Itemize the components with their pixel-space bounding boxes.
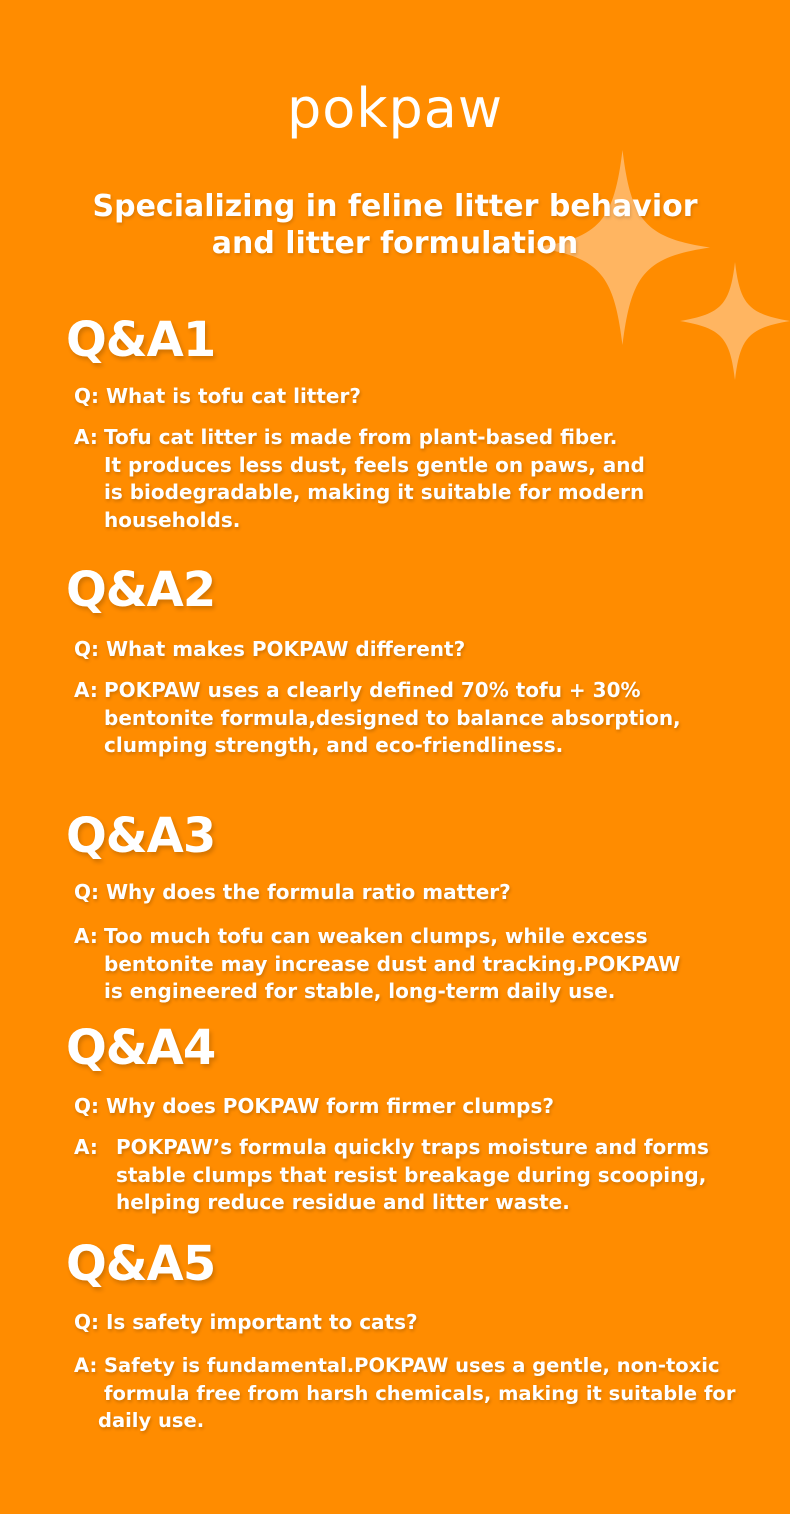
answer-line: bentonite formula,designed to balance absorption, [104,705,681,730]
question-text: Why does the formula ratio matter? [105,880,511,904]
qa2-question [74,637,465,661]
qa1-heading: Q&A1 [66,312,216,368]
qa5-answer [74,1352,735,1435]
question-text: What is tofu cat litter? [105,384,361,408]
qa1-question [74,384,361,408]
brand-tagline [0,188,790,262]
answer-line: Safety is fundamental.POKPAW uses a gentle, non-toxic [104,1354,720,1377]
small-sparkle-icon [680,262,790,380]
question-text: Why does POKPAW form firmer clumps? [105,1094,554,1118]
qa4-heading: Q&A4 [66,1020,216,1076]
qa3-question [74,880,511,904]
tagline-line-2: and litter formulation [211,226,579,261]
answer-prefix: A: [74,425,98,449]
answer-line: is biodegradable, making it suitable for modern [104,480,645,504]
answer-line: clumping strength, and eco-friendliness. [104,733,564,757]
brand-logo: pokpaw [286,77,504,140]
answer-line: POKPAW uses a clearly defined 70% tofu + 30% [104,678,641,702]
qa5-question [74,1310,418,1334]
answer-line: daily use. [98,1409,205,1432]
answer-line: bentonite may increase dust and tracking.POKPAW [104,951,681,976]
answer-line: formula free from harsh chemicals, making it suitable for [104,1381,736,1405]
question-prefix: Q: [74,384,99,408]
answer-line: Too much tofu can weaken clumps, while excess [104,924,648,948]
answer-line: helping reduce residue and litter waste. [116,1190,570,1214]
answer-prefix: A: [74,1135,98,1159]
qa4-answer [74,1134,709,1217]
question-text: What makes POKPAW different? [105,637,466,661]
qa3-heading: Q&A3 [66,808,216,864]
answer-prefix: A: [74,1354,98,1377]
answer-line: stable clumps that resist breakage during scooping, [116,1162,707,1187]
tagline-line-1: Specializing in feline litter behavior [92,189,698,224]
qa2-answer [74,677,681,760]
answer-line: It produces less dust, feels gentle on paws, and [104,452,645,477]
answer-line: is engineered for stable, long-term daily use. [104,979,616,1003]
qa1-answer [74,424,645,534]
answer-line: Tofu cat litter is made from plant-based fiber. [104,425,618,449]
qa2-heading: Q&A2 [66,562,216,618]
answer-prefix: A: [74,678,98,702]
question-prefix: Q: [74,1094,99,1118]
qa5-heading: Q&A5 [66,1236,216,1292]
qa3-answer [74,923,680,1006]
question-text: Is safety important to cats? [105,1310,418,1334]
qa4-question [74,1094,554,1118]
answer-line: households. [104,507,241,532]
question-prefix: Q: [74,1310,99,1334]
answer-line: POKPAW’s formula quickly traps moisture and forms [116,1135,709,1159]
question-prefix: Q: [74,637,99,661]
question-prefix: Q: [74,880,99,904]
answer-prefix: A: [74,924,98,948]
